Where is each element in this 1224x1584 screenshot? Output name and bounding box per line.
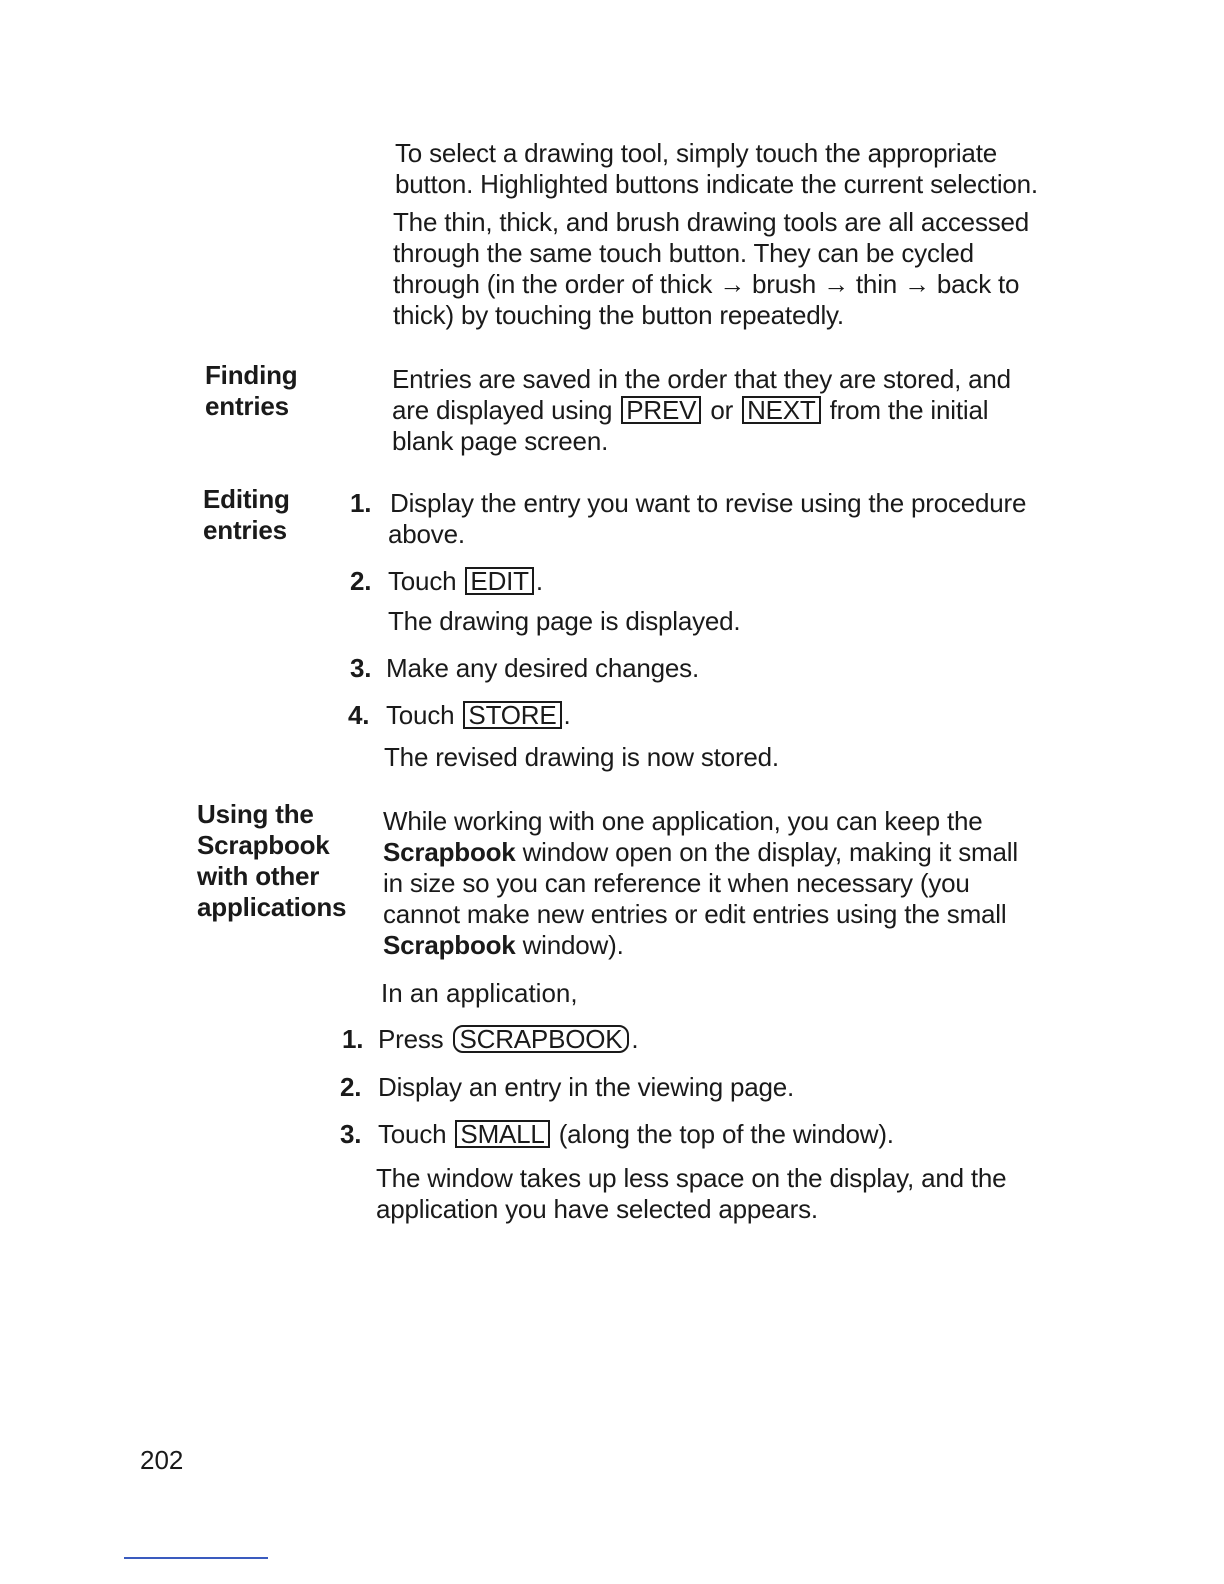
step-suffix: . [631, 1024, 639, 1054]
step-text: Make any desired changes. [386, 653, 699, 683]
editing-step-2 [350, 566, 1050, 636]
finding-text-before: Entries are saved in the order that they are stored, and are displayed using [392, 364, 1011, 425]
scrapbook-key: SCRAPBOOK [453, 1025, 630, 1053]
step-note: application you have selected appears. [376, 1194, 818, 1224]
scrapbook-term: Scrapbook [383, 837, 516, 867]
heading-line: Editing [203, 484, 290, 514]
step-note: The drawing page is displayed. [388, 606, 741, 636]
heading-line: Scrapbook [197, 830, 330, 860]
step-number: 2. [350, 566, 372, 596]
step-number: 2. [340, 1072, 362, 1102]
step-note: The window takes up less space on the display, and the [376, 1163, 1007, 1193]
step-text [378, 1119, 894, 1150]
scrapbook-text: window). [522, 930, 624, 960]
scrapbook-text: While working with one application, you can keep the [383, 806, 983, 836]
step-number: 4. [348, 700, 370, 730]
step-suffix: (along the top of the window). [558, 1119, 894, 1149]
prev-key: PREV [621, 396, 701, 424]
editing-step-3 [350, 653, 1050, 684]
heading-line: with other [197, 861, 320, 891]
intro-paragraph-2: The thin, thick, and brush drawing tools are all accessed through the same touch button. They can be cycled through (in the order of thick → brush → thin → back to thick) by touching the button repeatedly. [393, 207, 1030, 330]
scrapbook-step-1 [342, 1024, 1042, 1055]
editing-step-1 [350, 488, 1050, 550]
step-number: 3. [350, 653, 372, 683]
step-prefix: Touch [388, 566, 457, 596]
scrapbook-step-2 [340, 1072, 1040, 1103]
step-text [378, 1024, 638, 1055]
step-note: The revised drawing is now stored. [384, 742, 779, 772]
finding-entries-paragraph [392, 364, 1042, 457]
scrapbook-heading [197, 799, 346, 923]
step-prefix: Press [378, 1024, 444, 1054]
step-suffix: . [535, 566, 543, 596]
step-text [386, 700, 571, 731]
step-number: 1. [350, 488, 372, 518]
finding-text-after: from the initial blank page screen. [392, 395, 989, 456]
step-text: above. [388, 519, 465, 549]
heading-line: Using the [197, 799, 314, 829]
step-number: 1. [342, 1024, 364, 1054]
step-suffix: . [563, 700, 571, 730]
step-text: Display the entry you want to revise using the procedure [390, 488, 1027, 518]
editing-step-4 [348, 700, 1048, 772]
step-text [388, 566, 543, 597]
finding-entries-heading [205, 360, 297, 422]
heading-line: Finding [205, 360, 298, 390]
scrapbook-lead: In an application, [381, 978, 578, 1008]
step-prefix: Touch [378, 1119, 447, 1149]
page-number: 202 [140, 1445, 184, 1475]
intro-paragraph-1: To select a drawing tool, simply touch the appropriate button. Highlighted buttons indicate the current selection. [395, 138, 1038, 199]
scrapbook-paragraph [383, 806, 1043, 961]
edit-key: EDIT [465, 567, 533, 595]
heading-line: entries [205, 391, 289, 421]
heading-line: applications [197, 892, 347, 922]
heading-line: entries [203, 515, 287, 545]
finding-text-or: or [710, 395, 734, 425]
step-text: Display an entry in the viewing page. [378, 1072, 795, 1102]
scrapbook-term: Scrapbook [383, 930, 516, 960]
next-key: NEXT [742, 396, 821, 424]
scrapbook-text: window open on the display, making it small in size so you can reference it when necessary (you cannot make new entries or edit entries using the small [383, 837, 1018, 929]
step-prefix: Touch [386, 700, 455, 730]
step-number: 3. [340, 1119, 362, 1149]
store-key: STORE [463, 701, 561, 729]
small-key: SMALL [455, 1120, 549, 1148]
scrapbook-step-3 [340, 1119, 1040, 1229]
editing-entries-heading [203, 484, 290, 546]
footer-rule [124, 1557, 268, 1559]
